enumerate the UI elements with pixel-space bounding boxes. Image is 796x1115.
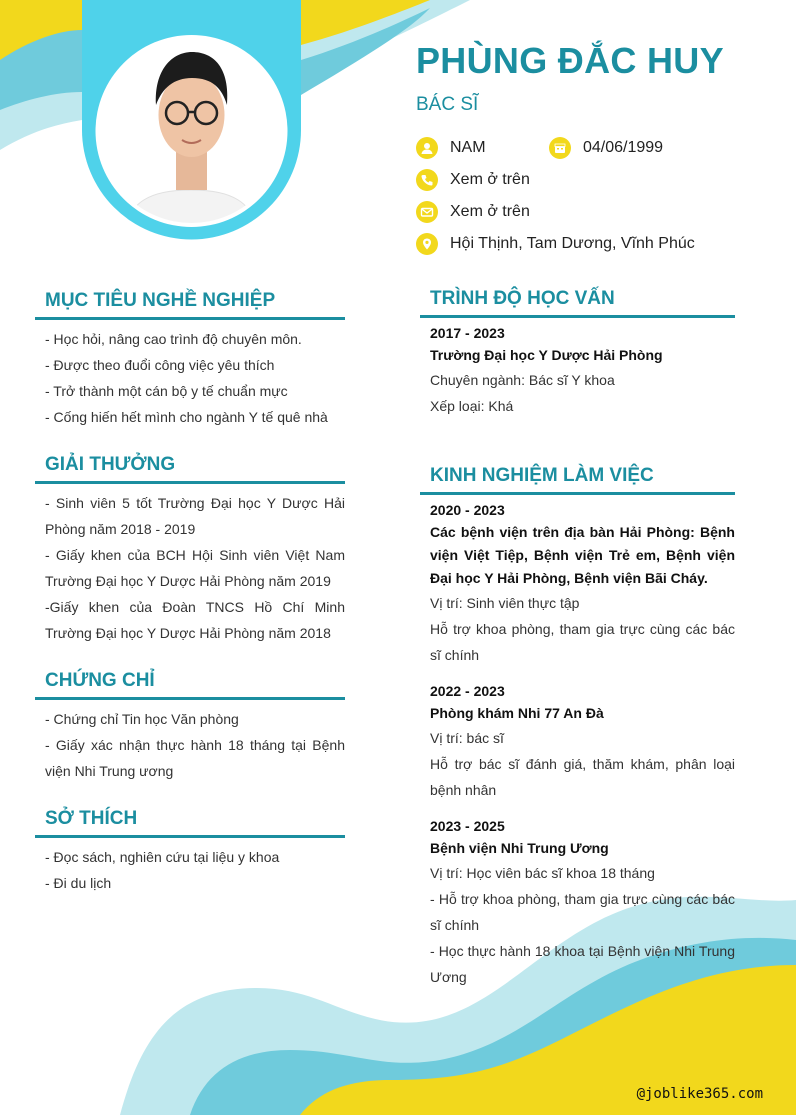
phone-row [416, 169, 530, 191]
hobbies-title: SỞ THÍCH [35, 808, 345, 838]
education-major: Chuyên ngành: Bác sĩ Y khoa [430, 372, 615, 388]
certificates-section [35, 670, 345, 784]
awards-section [35, 454, 345, 646]
certificates-title: CHỨNG CHỈ [35, 670, 345, 700]
award-line: -Giấy khen của Đoàn TNCS Hồ Chí Minh Trường Đại học Y Dược Hải Phòng năm 2018 [45, 599, 345, 641]
phone-value: Xem ở trên [450, 171, 530, 188]
experience-item [430, 499, 735, 668]
hobbies-section [35, 808, 345, 896]
education-school: Trường Đại học Y Dược Hải Phòng [430, 347, 663, 363]
candidate-name: PHÙNG ĐẮC HUY [416, 40, 724, 81]
birthdate-value: 04/06/1999 [583, 139, 664, 156]
hobby-line: - Đi du lịch [45, 875, 112, 891]
email-row [416, 201, 530, 223]
objective-line: - Học hỏi, nâng cao trình độ chuyên môn. [45, 331, 302, 347]
experience-years: 2022 - 2023 [430, 683, 505, 699]
job-title: BÁC SĨ [416, 94, 479, 115]
award-line: - Giấy khen của BCH Hội Sinh viên Việt Nam Trường Đại học Y Dược Hải Phòng năm 2019 [45, 547, 345, 589]
experience-line: - Học thực hành 18 khoa tại Bệnh viện Nhi Trung Ương [430, 943, 735, 985]
experience-section [420, 465, 735, 1002]
location-pin-icon [416, 233, 438, 255]
education-section [420, 288, 735, 419]
profile-photo-frame [82, 0, 301, 240]
phone-icon [416, 169, 438, 191]
experience-line: - Hỗ trợ khoa phòng, tham gia trực cùng các bác sĩ chính [430, 891, 735, 933]
objective-line: - Được theo đuổi công việc yêu thích [45, 357, 275, 373]
education-title: TRÌNH ĐỘ HỌC VẤN [420, 288, 735, 318]
address-row [416, 233, 695, 255]
objective-title: MỤC TIÊU NGHỀ NGHIỆP [35, 290, 345, 320]
experience-line: Hỗ trợ khoa phòng, tham gia trực cùng các bác sĩ chính [430, 621, 735, 663]
experience-place: Bệnh viện Nhi Trung Ương [430, 840, 609, 856]
experience-line: Hỗ trợ bác sĩ đánh giá, thăm khám, phân loại bệnh nhân [430, 756, 735, 798]
calendar-icon [549, 137, 571, 159]
experience-place: Phòng khám Nhi 77 An Đà [430, 705, 604, 721]
experience-line: Vị trí: Sinh viên thực tập [430, 595, 580, 611]
gender-value: NAM [450, 139, 486, 156]
experience-item [430, 680, 735, 803]
awards-title: GIẢI THƯỞNG [35, 454, 345, 484]
award-line: - Sinh viên 5 tốt Trường Đại học Y Dược Hải Phòng năm 2018 - 2019 [45, 495, 345, 537]
objective-section [35, 290, 345, 430]
objective-line: - Cống hiến hết mình cho ngành Y tế quê nhà [45, 409, 328, 425]
watermark: @joblike365.com [636, 1086, 763, 1102]
certificate-line: - Giấy xác nhận thực hành 18 tháng tại Bệnh viện Nhi Trung ương [45, 737, 345, 779]
experience-line: Vị trí: Học viên bác sĩ khoa 18 tháng [430, 865, 655, 881]
address-value: Hội Thịnh, Tam Dương, Vĩnh Phúc [450, 235, 695, 252]
birthdate-row [549, 137, 663, 159]
mail-icon [416, 201, 438, 223]
certificate-line: - Chứng chỉ Tin học Văn phòng [45, 711, 239, 727]
education-years: 2017 - 2023 [430, 325, 505, 341]
experience-years: 2020 - 2023 [430, 502, 505, 518]
hobby-line: - Đọc sách, nghiên cứu tại liệu y khoa [45, 849, 280, 865]
experience-years: 2023 - 2025 [430, 818, 505, 834]
education-grade: Xếp loại: Khá [430, 398, 514, 414]
experience-place: Các bệnh viện trên địa bàn Hải Phòng: Bệnh viện Việt Tiệp, Bệnh viện Trẻ em, Bệnh viện Đại học Y Hải Phòng, Bệnh viện Bãi Cháy. [430, 524, 735, 586]
experience-item [430, 815, 735, 990]
experience-line: Vị trí: bác sĩ [430, 730, 504, 746]
email-value: Xem ở trên [450, 203, 530, 220]
gender-row [416, 137, 486, 159]
objective-line: - Trở thành một cán bộ y tế chuẩn mực [45, 383, 288, 399]
user-icon [416, 137, 438, 159]
experience-title: KINH NGHIỆM LÀM VIỆC [420, 465, 735, 495]
